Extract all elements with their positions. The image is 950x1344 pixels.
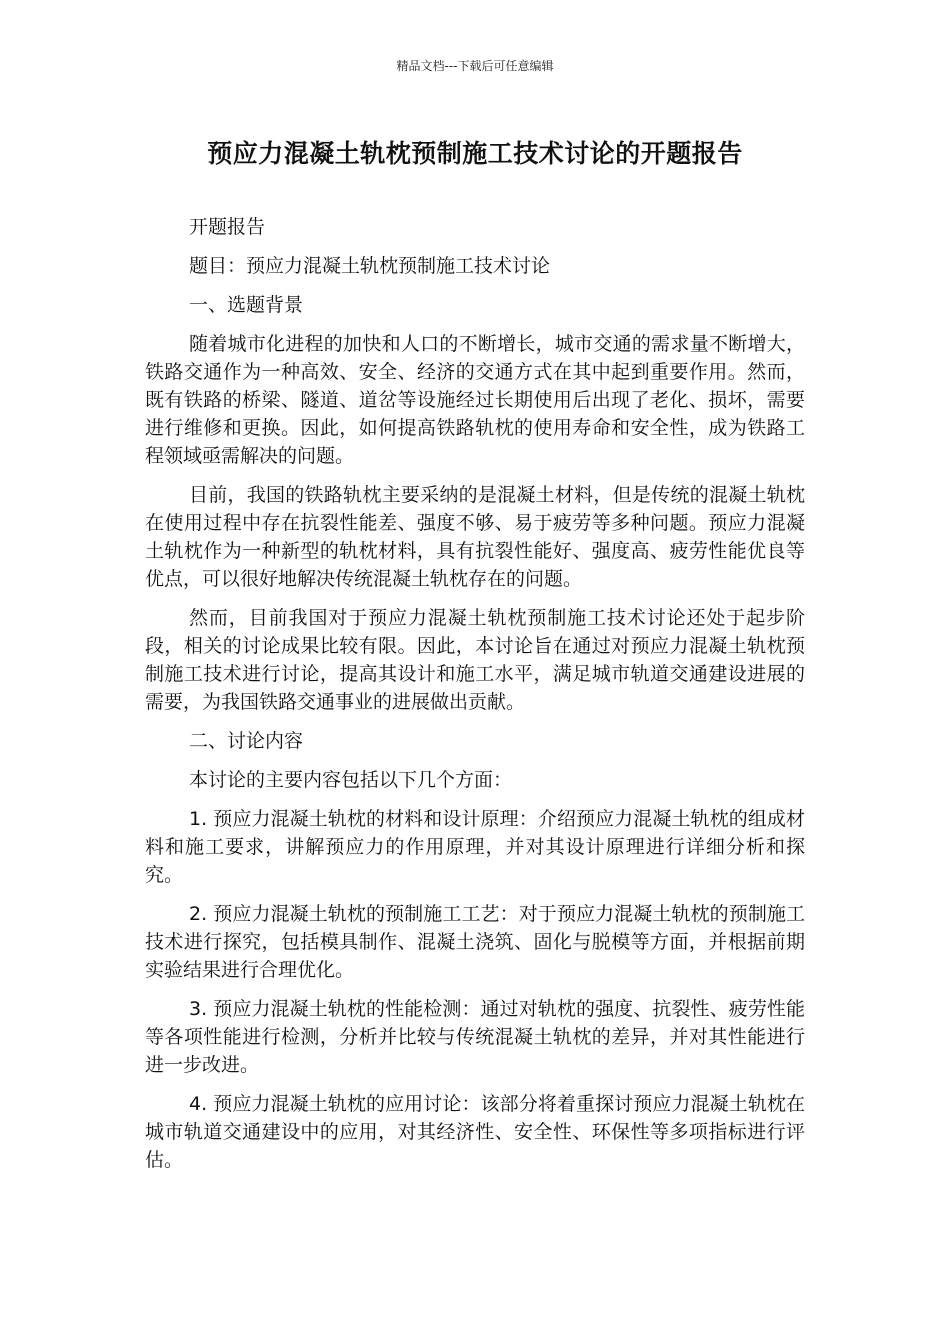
document-body xyxy=(145,213,805,1185)
list-item-2: 2. 预应力混凝土轨枕的预制施工工艺：对于预应力混凝土轨枕的预制施工技术进行探究，包括模具制作、混凝土浇筑、固化与脱模等方面，并根据前期实验结果进行合理优化。 xyxy=(145,903,805,981)
paragraph-background-1: 随着城市化进程的加快和人口的不断增长，城市交通的需求量不断增大，铁路交通作为一种高效、安全、经济的交通方式在其中起到重要作用。然而，既有铁路的桥梁、隧道、道岔等设施经过长期使用后出现了老化、损坏，需要进行维修和更换。因此，如何提高铁路轨枕的使用寿命和安全性，成为铁路工程领域亟需解决的问题。 xyxy=(145,333,805,467)
section-label-proposal: 开题报告 xyxy=(189,216,266,238)
list-item-3: 3. 预应力混凝土轨枕的性能检测：通过对轨枕的强度、抗裂性、疲劳性能等各项性能进行检测，分析并比较与传统混凝土轨枕的差异，并对其性能进行进一步改进。 xyxy=(145,998,805,1076)
topic-line: 题目：预应力混凝土轨枕预制施工技术讨论 xyxy=(189,255,551,277)
paragraph-background-3: 然而，目前我国对于预应力混凝土轨枕预制施工技术讨论还处于起步阶段，相关的讨论成果比较有限。因此，本讨论旨在通过对预应力混凝土轨枕预制施工技术进行讨论，提高其设计和施工水平，满足城市轨道交通建设进展的需要，为我国铁路交通事业的进展做出贡献。 xyxy=(145,607,805,713)
page-header: 精品文档---下载后可任意编辑 xyxy=(396,59,554,73)
heading-background: 一、选题背景 xyxy=(189,294,304,316)
paragraph-content-intro: 本讨论的主要内容包括以下几个方面： xyxy=(189,769,513,791)
paragraph-background-2: 目前，我国的铁路轨枕主要采纳的是混凝土材料，但是传统的混凝土轨枕在使用过程中存在抗裂性能差、强度不够、易于疲劳等多种问题。预应力混凝土轨枕作为一种新型的轨枕材料，具有抗裂性能好、强度高、疲劳性能优良等优点，可以很好地解决传统混凝土轨枕存在的问题。 xyxy=(145,484,805,590)
list-item-1: 1. 预应力混凝土轨枕的材料和设计原理：介绍预应力混凝土轨枕的组成材料和施工要求，讲解预应力的作用原理，并对其设计原理进行详细分析和探究。 xyxy=(145,808,805,886)
document-title: 预应力混凝土轨枕预制施工技术讨论的开题报告 xyxy=(207,139,743,168)
heading-content: 二、讨论内容 xyxy=(189,730,304,752)
list-item-4: 4. 预应力混凝土轨枕的应用讨论：该部分将着重探讨预应力混凝土轨枕在城市轨道交通建设中的应用，对其经济性、安全性、环保性等多项指标进行评估。 xyxy=(145,1093,805,1171)
